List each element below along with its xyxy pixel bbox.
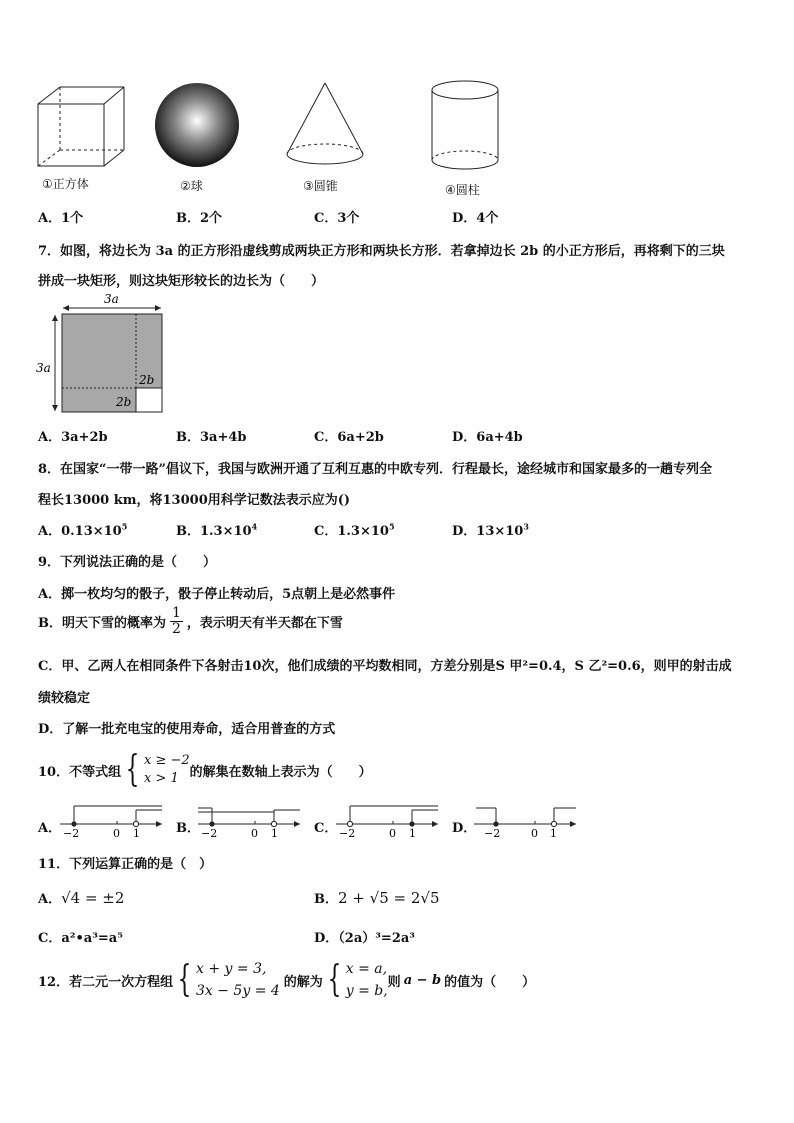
svg-text:−2: −2 bbox=[484, 827, 501, 840]
solution-system: { x = a, y = b, bbox=[327, 959, 388, 1000]
svg-text:0: 0 bbox=[251, 827, 258, 840]
svg-text:−2: −2 bbox=[201, 827, 218, 840]
q9-option-c-line1[interactable]: C．甲、乙两人在相同条件下各射击10次，他们成绩的平均数相同，方差分别是S 甲²=0.4，S 乙²=0.6，则甲的射击成 bbox=[38, 659, 732, 674]
q7-stem-line2: 拼成一块矩形，则这块矩形较长的边长为（ ） bbox=[38, 274, 325, 289]
svg-text:1: 1 bbox=[409, 827, 416, 840]
q11-option-a[interactable]: A． √4 = ±2 bbox=[38, 888, 125, 907]
q7-option-c[interactable]: C．6a+2b bbox=[314, 430, 384, 445]
equation-system: { x + y = 3, 3x − 5y = 4 bbox=[177, 959, 280, 1000]
q6-shapes-svg bbox=[30, 78, 510, 196]
q9-stem: 9．下列说法正确的是（ ） bbox=[38, 555, 217, 570]
sqrt-expression-b: 2 + √5 = 2√5 bbox=[338, 888, 440, 907]
caption-cube: ①正方体 bbox=[42, 177, 89, 191]
q10-number-line-d[interactable] bbox=[472, 800, 582, 840]
q6-option-c[interactable]: C．3个 bbox=[314, 211, 360, 226]
sqrt-expression-a: √4 = ±2 bbox=[61, 888, 125, 907]
q9-option-d[interactable]: D．了解一批充电宝的使用寿命，适合用普查的方式 bbox=[38, 722, 336, 737]
svg-text:−2: −2 bbox=[339, 827, 356, 840]
q7-option-b[interactable]: B．3a+4b bbox=[176, 430, 247, 445]
inequality-system: { x ≥ −2 x > 1 bbox=[125, 749, 190, 790]
q7-option-a[interactable]: A．3a+2b bbox=[38, 430, 108, 445]
svg-text:1: 1 bbox=[271, 827, 278, 840]
q11-option-d[interactable]: D．（2a）³=2a³ bbox=[314, 931, 415, 946]
svg-text:0: 0 bbox=[389, 827, 396, 840]
q7-label-left: 3a bbox=[36, 361, 51, 375]
q11-stem: 11．下列运算正确的是（ ） bbox=[38, 857, 213, 872]
q8-option-c[interactable]: C．$1.3\times 10^5$ bbox=[314, 521, 395, 539]
q8-option-a[interactable]: A．$0.13\times 10^5$ bbox=[38, 521, 128, 539]
sphere-icon bbox=[155, 83, 239, 167]
svg-text:−2: −2 bbox=[63, 827, 80, 840]
q6-option-a[interactable]: A．1个 bbox=[38, 211, 84, 226]
q7-figure bbox=[30, 290, 170, 418]
q10-option-b-label[interactable]: B． bbox=[176, 821, 200, 836]
q11-option-c[interactable]: C．a²•a³=a⁵ bbox=[38, 931, 123, 946]
q10-number-line-b[interactable] bbox=[196, 800, 306, 840]
caption-sphere: ②球 bbox=[180, 179, 203, 193]
q9-option-a[interactable]: A．掷一枚均匀的骰子，骰子停止转动后，5点朝上是必然事件 bbox=[38, 587, 396, 602]
q7-stem-line1: 7．如图，将边长为 3a 的正方形沿虚线剪成两块正方形和两块长方形．若拿掉边长 2b 的小正方形后，再将剩下的三块 bbox=[38, 244, 725, 259]
q8-stem-line2: 程长13000 km，将13000用科学记数法表示应为() bbox=[38, 493, 351, 508]
q10-number-line-c[interactable] bbox=[334, 800, 444, 840]
q10-option-c-label[interactable]: C． bbox=[314, 821, 338, 836]
q7-label-inner-bottom: 2b bbox=[116, 395, 132, 409]
q7-option-d[interactable]: D．6a+4b bbox=[452, 430, 523, 445]
q10-number-line-a[interactable] bbox=[58, 800, 168, 840]
q6-option-b[interactable]: B．2个 bbox=[176, 211, 223, 226]
q6-option-d[interactable]: D．4个 bbox=[452, 211, 499, 226]
cone-icon bbox=[287, 83, 363, 164]
q8-option-b[interactable]: B．$1.3\times 10^4$ bbox=[176, 521, 258, 539]
q12-stem: 12．若二元一次方程组 { x + y = 3, 3x − 5y = 4 的解为 { x = a, y = b, 则 a − b 的值为（ ） bbox=[38, 959, 536, 1000]
svg-text:1: 1 bbox=[133, 827, 140, 840]
q10-option-d-label[interactable]: D． bbox=[452, 821, 477, 836]
svg-text:0: 0 bbox=[531, 827, 538, 840]
fraction-one-half: $\frac{1}{2}$ bbox=[172, 605, 181, 637]
q7-label-inner-right: 2b bbox=[139, 373, 155, 387]
cylinder-icon bbox=[432, 81, 498, 169]
q6-figure bbox=[30, 78, 510, 196]
q11-option-b[interactable]: B． 2 + √5 = 2√5 bbox=[314, 888, 440, 907]
q8-option-d[interactable]: D．$13\times 10^3$ bbox=[452, 521, 529, 539]
q9-option-c-line2: 绩较稳定 bbox=[38, 691, 91, 706]
q9-option-b[interactable]: B．明天下雪的概率为 $\frac{1}{2}$ ，表示明天有半天都在下雪 bbox=[38, 605, 343, 637]
svg-text:0: 0 bbox=[113, 827, 120, 840]
q10-option-a-label[interactable]: A． bbox=[38, 821, 62, 836]
q7-label-top: 3a bbox=[104, 292, 119, 306]
q10-stem: 10．不等式组 { x ≥ −2 x > 1 的解集在数轴上表示为（ ） bbox=[38, 749, 372, 790]
q8-stem-line1: 8．在国家“一带一路”倡议下，我国与欧洲开通了互利互惠的中欧专列．行程最长，途经城市和国家最多的一趟专列全 bbox=[38, 462, 713, 477]
svg-text:1: 1 bbox=[550, 827, 557, 840]
caption-cone: ③圆锥 bbox=[303, 179, 338, 193]
cube-icon bbox=[38, 87, 124, 166]
caption-cylinder: ④圆柱 bbox=[445, 183, 480, 197]
